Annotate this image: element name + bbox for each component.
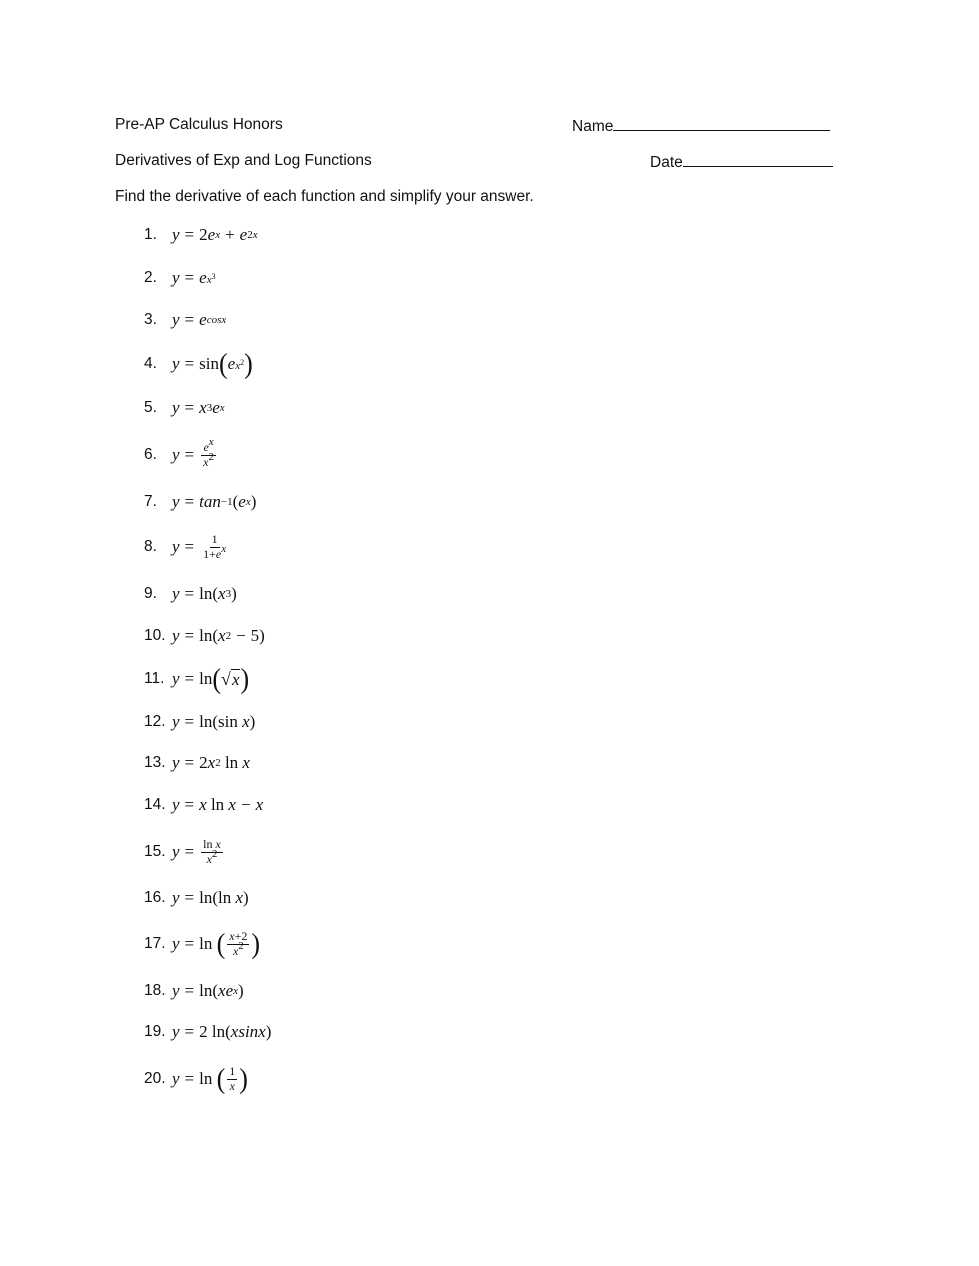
problem-item (144, 485, 256, 519)
problem-number: 20. (144, 1070, 166, 1087)
problem-expression: y = ln(ln x ) (172, 888, 249, 907)
problem-expression: y = 2 e x + e 2x (172, 225, 258, 244)
problem-number: 10. (144, 627, 166, 644)
problem-item (144, 530, 230, 564)
problem-item (144, 662, 249, 696)
problem-expression: y = 2 x 2 ln x (172, 753, 250, 772)
problem-expression: y = ln( x 2 − 5) (172, 626, 265, 645)
problem-item (144, 881, 249, 915)
worksheet-topic: Derivatives of Exp and Log Functions (115, 152, 372, 169)
problem-item (144, 577, 237, 611)
problem-item (144, 927, 260, 961)
problem-expression: y = ln ( $\frac{x+2}{x^2}$ ) (172, 927, 261, 960)
problem-number: 11. (144, 670, 165, 687)
problem-item (144, 835, 225, 869)
problem-item (144, 705, 255, 739)
problem-item (144, 435, 218, 472)
name-field[interactable] (572, 116, 830, 136)
problem-expression: y = e cosx (172, 310, 227, 329)
problem-item (144, 788, 263, 822)
problem-number: 12. (144, 713, 166, 730)
problem-item (144, 218, 258, 252)
problem-number: 5. (144, 399, 157, 416)
problem-item (144, 1062, 248, 1096)
problem-expression: y = $\frac{e^x}{x^2}$ (172, 435, 214, 469)
problem-item (144, 391, 225, 425)
problem-expression: y = $\frac{1}{1+e^x}$ (172, 531, 227, 561)
problem-expression: y = 2 ln( xsinx ) (172, 1022, 272, 1041)
problem-number: 16. (144, 889, 166, 906)
problem-expression: y = tan −1 ( e x ) (172, 492, 257, 511)
problem-expression: y = e $x^3$ (172, 268, 216, 287)
problem-number: 9. (144, 585, 157, 602)
problem-expression: y = ln ( √ x ) (172, 662, 250, 695)
problem-expression: y = sin ( e $x^2$ ) (172, 347, 253, 380)
problem-expression: y = ln ( $\frac{1}{x}$ ) (172, 1062, 248, 1095)
problem-expression: y = $\frac{\text{ln x}}{x^2}$ (172, 836, 221, 866)
problem-expression: y = ln( xe x ) (172, 981, 244, 1000)
course-title: Pre-AP Calculus Honors (115, 116, 283, 133)
problem-expression: y = x ln x − x (172, 795, 264, 814)
problem-expression: y = x 3 e x (172, 398, 225, 417)
problem-number: 15. (144, 843, 166, 860)
problem-number: 13. (144, 754, 166, 771)
problem-number: 3. (144, 311, 157, 328)
problem-item (144, 974, 244, 1008)
instructions: Find the derivative of each function and simplify your answer. (115, 188, 534, 205)
problem-expression: y = ln(sin x ) (172, 712, 256, 731)
problem-number: 4. (144, 355, 157, 372)
problem-item (144, 347, 253, 381)
problem-item (144, 261, 216, 295)
problem-item (144, 746, 250, 780)
date-field[interactable] (650, 152, 833, 172)
name-blank[interactable] (613, 116, 830, 131)
problem-number: 6. (144, 446, 157, 463)
problem-number: 8. (144, 538, 157, 555)
problem-number: 7. (144, 493, 157, 510)
problem-item (144, 619, 265, 653)
problem-number: 18. (144, 982, 166, 999)
problem-number: 2. (144, 269, 157, 286)
problem-item (144, 1015, 271, 1049)
problem-number: 19. (144, 1023, 166, 1040)
problem-number: 1. (144, 226, 157, 243)
date-blank[interactable] (683, 152, 833, 167)
problem-number: 17. (144, 935, 166, 952)
problem-number: 14. (144, 796, 166, 813)
date-label: Date (650, 154, 683, 171)
problem-expression: y = ln( x 3 ) (172, 584, 237, 603)
problem-item (144, 303, 226, 337)
name-label: Name (572, 118, 614, 135)
